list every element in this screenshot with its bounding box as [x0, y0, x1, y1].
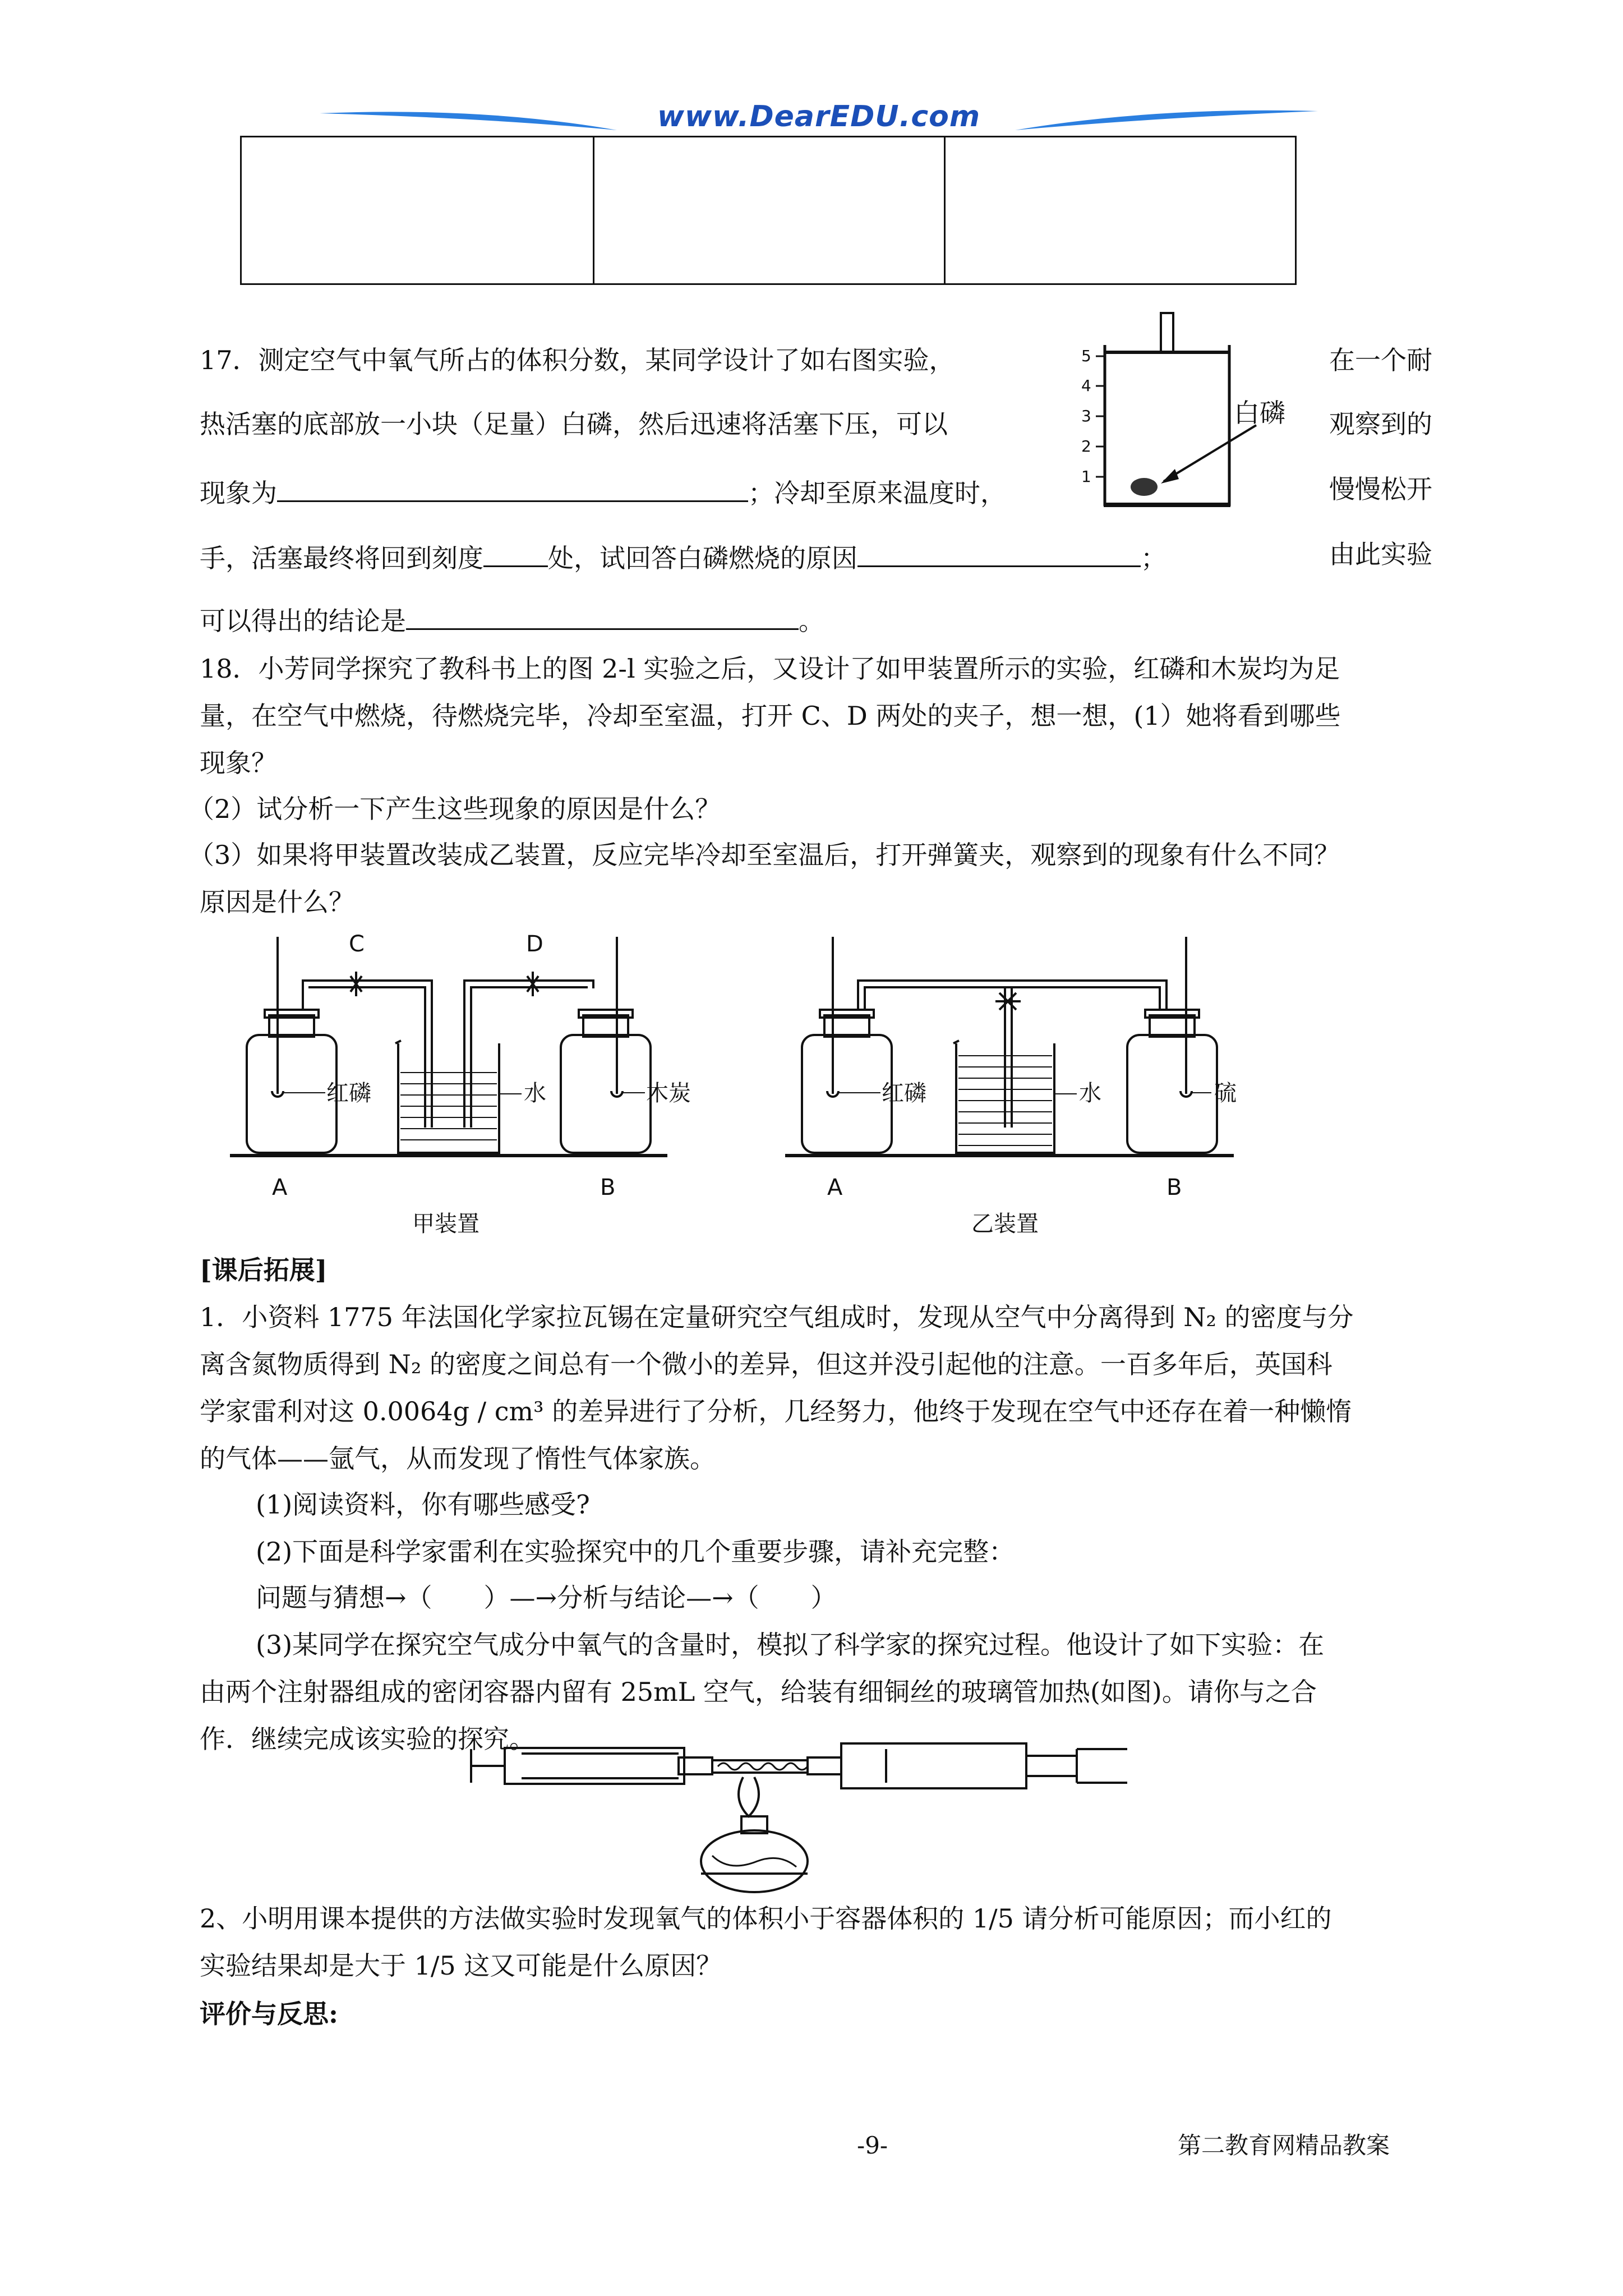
- q18-p5: （3）如果将甲装置改装成乙装置，反应完毕冷却至室温后，打开弹簧夹，观察到的现象有什么不同？: [188, 840, 1340, 870]
- table-cell: [593, 137, 946, 283]
- cylinder-diagram: [1071, 303, 1324, 516]
- extension-s1: (1)阅读资料，你有哪些感受?: [256, 1489, 590, 1520]
- q17-text: 处，试回答白磷燃烧的原因: [548, 543, 857, 573]
- bottle-b-label: B: [600, 1175, 616, 1200]
- clip-d-label: D: [526, 931, 543, 957]
- q18-p3: 现象？: [200, 748, 277, 778]
- extension-q2b: 实验结果却是大于 1/5 这又可能是什么原因？: [200, 1950, 722, 1981]
- q17-line1: [200, 343, 955, 377]
- extension-q2a: 2、小明用课本提供的方法做实验时发现氧气的体积小于容器体积的 1/5 请分析可能原因；而小红的: [200, 1903, 1332, 1934]
- apparatus-jia-diagram: [230, 926, 768, 1240]
- apparatus-jia-caption: 甲装置: [412, 1211, 479, 1237]
- q17-text: 现象为: [200, 478, 277, 508]
- q17-text: 。: [799, 606, 824, 636]
- scale-label: 1: [1081, 467, 1091, 486]
- apparatus-yi-diagram: [785, 926, 1324, 1240]
- water-label: 水: [524, 1080, 546, 1106]
- q17-line3-right: 慢慢松开: [1329, 474, 1432, 504]
- bottle-b-label: B: [1166, 1175, 1182, 1200]
- site-name: www.DearEDU.com: [657, 100, 981, 134]
- red-phosphorus-label: 红磷: [326, 1080, 371, 1106]
- syringe-diagram: [465, 1727, 1133, 1901]
- q17-line4-right: 由此实验: [1329, 539, 1432, 569]
- footer-brand: 第二教育网精品教案: [1178, 2132, 1390, 2159]
- q18-p2: 量，在空气中燃烧，待燃烧完毕，冷却至室温，打开 C、D 两处的夹子，想一想，(1）她将看到哪些: [200, 701, 1341, 731]
- answer-blank[interactable]: [857, 537, 1141, 567]
- scale-label: 3: [1081, 407, 1091, 425]
- reflection-heading: 评价与反思:: [200, 1999, 338, 2029]
- q17-line2-right: 观察到的: [1329, 409, 1432, 439]
- scale-label: 5: [1081, 347, 1091, 365]
- header-banner: [314, 101, 1324, 140]
- phosphorus-lump: [1131, 478, 1158, 496]
- answer-blank[interactable]: [406, 600, 799, 630]
- answer-blank[interactable]: [277, 472, 748, 502]
- extension-s3: 问题与猜想→（ ）—→分析与结论—→（ ）: [256, 1582, 837, 1613]
- q18-p6: 原因是什么？: [200, 887, 354, 917]
- q17-text: 手，活塞最终将回到刻度: [200, 543, 483, 573]
- clip-c-label: C: [349, 931, 365, 957]
- answer-blank[interactable]: [483, 537, 548, 567]
- bottle-a-label: A: [827, 1175, 843, 1200]
- apparatus-yi-caption: 乙装置: [971, 1211, 1039, 1237]
- phosphorus-label: 白磷: [1234, 398, 1285, 428]
- extension-s4c: 作．继续完成该实验的探究。: [200, 1724, 535, 1754]
- charcoal-label: 木炭: [646, 1080, 691, 1106]
- extension-s4b: 由两个注射器组成的密闭容器内留有 25mL 空气，给装有细铜丝的玻璃管加热(如图)。请你与之合: [200, 1677, 1317, 1707]
- q17-text: 可以得出的结论是: [200, 606, 406, 636]
- q17-text: ；冷却至原来温度时，: [748, 478, 1006, 508]
- apparatus-jia: [230, 926, 768, 1240]
- scale-label: 4: [1081, 376, 1091, 395]
- extension-l3: 学家雷利对这 0.0064g / cm³ 的差异进行了分析，几经努力，他终于发现在空气中还存在着一种懒惰: [200, 1396, 1352, 1427]
- q18-p4: （2）试分析一下产生这些现象的原因是什么？: [188, 794, 721, 824]
- table-cell: [242, 137, 594, 283]
- q17-text: ；: [1141, 543, 1166, 573]
- extension-s2: (2)下面是科学家雷利在实验探究中的几个重要步骤，请补充完整：: [256, 1536, 1015, 1567]
- page-number: -9-: [857, 2132, 888, 2159]
- syringe-apparatus: [465, 1727, 1133, 1901]
- q17-line3: [200, 472, 1006, 510]
- q17-line4: [200, 537, 1166, 575]
- answer-table: [240, 136, 1297, 285]
- q17-text: 17．测定空气中氧气所占的体积分数，某同学设计了如右图实验，: [200, 345, 955, 375]
- extension-heading: [课后拓展]: [200, 1255, 328, 1285]
- q17-line1-right: 在一个耐: [1329, 345, 1432, 375]
- bottle-a-label: A: [272, 1175, 288, 1200]
- piston-cylinder-figure: [1071, 303, 1324, 516]
- q17-line5: [200, 600, 824, 638]
- extension-s4a: (3)某同学在探究空气成分中氧气的含量时，模拟了科学家的探究过程。他设计了如下实验：在: [256, 1630, 1325, 1660]
- sulfur-label: 硫: [1214, 1080, 1237, 1106]
- extension-l4: 的气体——氩气，从而发现了惰性气体家族。: [200, 1443, 716, 1474]
- extension-l1: 1．小资料 1775 年法国化学家拉瓦锡在定量研究空气组成时，发现从空气中分离得到 N₂ 的密度与分: [200, 1302, 1354, 1332]
- extension-l2: 离含氮物质得到 N₂ 的密度之间总有一个微小的差异，但这并没引起他的注意。一百多年后，英国科: [200, 1349, 1332, 1379]
- q17-line2: 热活塞的底部放一小块（足量）白磷，然后迅速将活塞下压，可以: [200, 409, 948, 439]
- q18-p1: 18．小芳同学探究了教科书上的图 2-l 实验之后，又设计了如甲装置所示的实验，红磷和木炭均为足: [200, 654, 1340, 684]
- apparatus-yi: [785, 926, 1324, 1240]
- scale-label: 2: [1081, 437, 1091, 455]
- water-label: 水: [1079, 1080, 1101, 1106]
- red-phosphorus-label: 红磷: [882, 1080, 926, 1106]
